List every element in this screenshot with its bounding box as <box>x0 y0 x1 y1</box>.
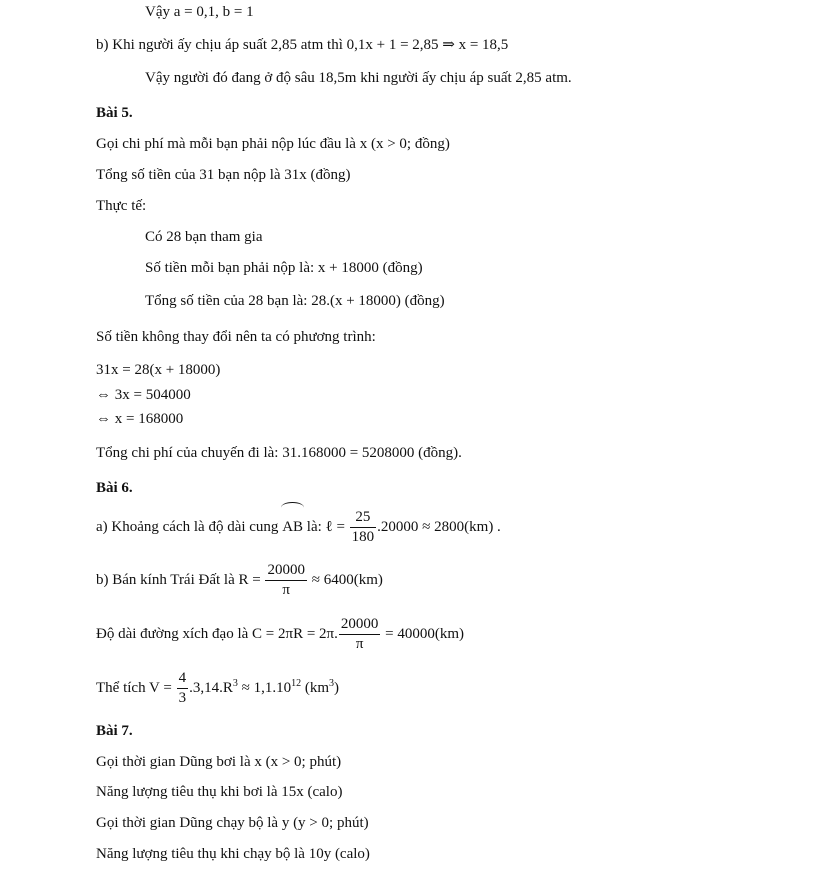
text-run: .20000 ≈ 2800(km) . <box>377 519 501 535</box>
numerator: 4 <box>177 669 189 689</box>
denominator: 180 <box>351 529 375 546</box>
text-run: b) Bán kính Trái Đất là R = <box>96 572 265 588</box>
equation-line: 31x = 28(x + 18000) <box>96 362 221 378</box>
text-line: Gọi chi phí mà mỗi bạn phải nộp lúc đầu là x (x > 0; đồng) <box>96 136 450 152</box>
exponent: 3 <box>232 678 238 689</box>
text-run: là: ℓ = <box>303 519 349 535</box>
section-heading: Bài 6. <box>96 480 133 496</box>
text-line: Năng lượng tiêu thụ khi bơi là 15x (calo) <box>96 784 343 800</box>
arc-ab: AB <box>282 507 303 547</box>
arc-length-line <box>96 507 501 547</box>
text-line: Năng lượng tiêu thụ khi chạy bộ là 10y (calo) <box>96 846 370 862</box>
radius-line <box>96 560 383 600</box>
denominator: 3 <box>178 690 187 707</box>
text-line: Thực tế: <box>96 198 147 214</box>
numerator: 20000 <box>339 615 381 635</box>
text-run: = 40000(km) <box>381 626 464 642</box>
section-heading: Bài 5. <box>96 105 133 121</box>
equation-line: ⇔ x = 168000 <box>96 411 184 427</box>
fraction <box>177 669 189 708</box>
volume-line <box>96 668 339 708</box>
section-heading: Bài 7. <box>96 723 133 739</box>
text-line: Tổng số tiền của 31 bạn nộp là 31x (đồng) <box>96 167 351 183</box>
exponent: 3 <box>329 678 334 689</box>
text-line: Tổng số tiền của 28 bạn là: 28.(x + 18000) (đồng) <box>145 293 445 309</box>
text-line: Có 28 bạn tham gia <box>145 229 263 245</box>
text-run: (km <box>301 680 329 696</box>
text-run: ) <box>334 680 339 696</box>
text-run: a) Khoảng cách là độ dài cung <box>96 519 283 535</box>
text-line: Tổng chi phí của chuyến đi là: 31.168000 = 5208000 (đồng). <box>96 445 462 461</box>
text-line: b) Khi người ấy chịu áp suất 2,85 atm thì 0,1x + 1 = 2,85 ⇒ x = 18,5 <box>96 37 509 53</box>
text-line: Vậy a = 0,1, b = 1 <box>145 4 254 20</box>
text-line: Gọi thời gian Dũng bơi là x (x > 0; phút) <box>96 754 342 770</box>
denominator: π <box>282 582 290 599</box>
text-run: .3,14.R <box>189 680 233 696</box>
text-run: Thể tích V = <box>96 680 176 696</box>
text-run: ≈ 6400(km) <box>307 572 383 588</box>
fraction <box>265 561 307 600</box>
text-run: Độ dài đường xích đạo là C = 2πR = 2π. <box>96 626 338 642</box>
equation-line: ⇔ 3x = 504000 <box>96 387 191 403</box>
exponent: 12 <box>291 678 302 689</box>
equator-line <box>96 614 464 654</box>
fraction <box>339 615 381 654</box>
numerator: 20000 <box>265 561 307 581</box>
text-run: ≈ 1,1.10 <box>237 680 292 696</box>
numerator: 25 <box>350 508 377 528</box>
denominator: π <box>355 636 364 653</box>
fraction <box>350 508 377 547</box>
text-line: Vậy người đó đang ở độ sâu 18,5m khi người ấy chịu áp suất 2,85 atm. <box>145 70 572 86</box>
text-line: Gọi thời gian Dũng chạy bộ là y (y > 0; phút) <box>96 815 369 831</box>
text-line: Số tiền mỗi bạn phải nộp là: x + 18000 (đồng) <box>145 260 423 276</box>
text-line: Số tiền không thay đổi nên ta có phương trình: <box>96 329 376 345</box>
